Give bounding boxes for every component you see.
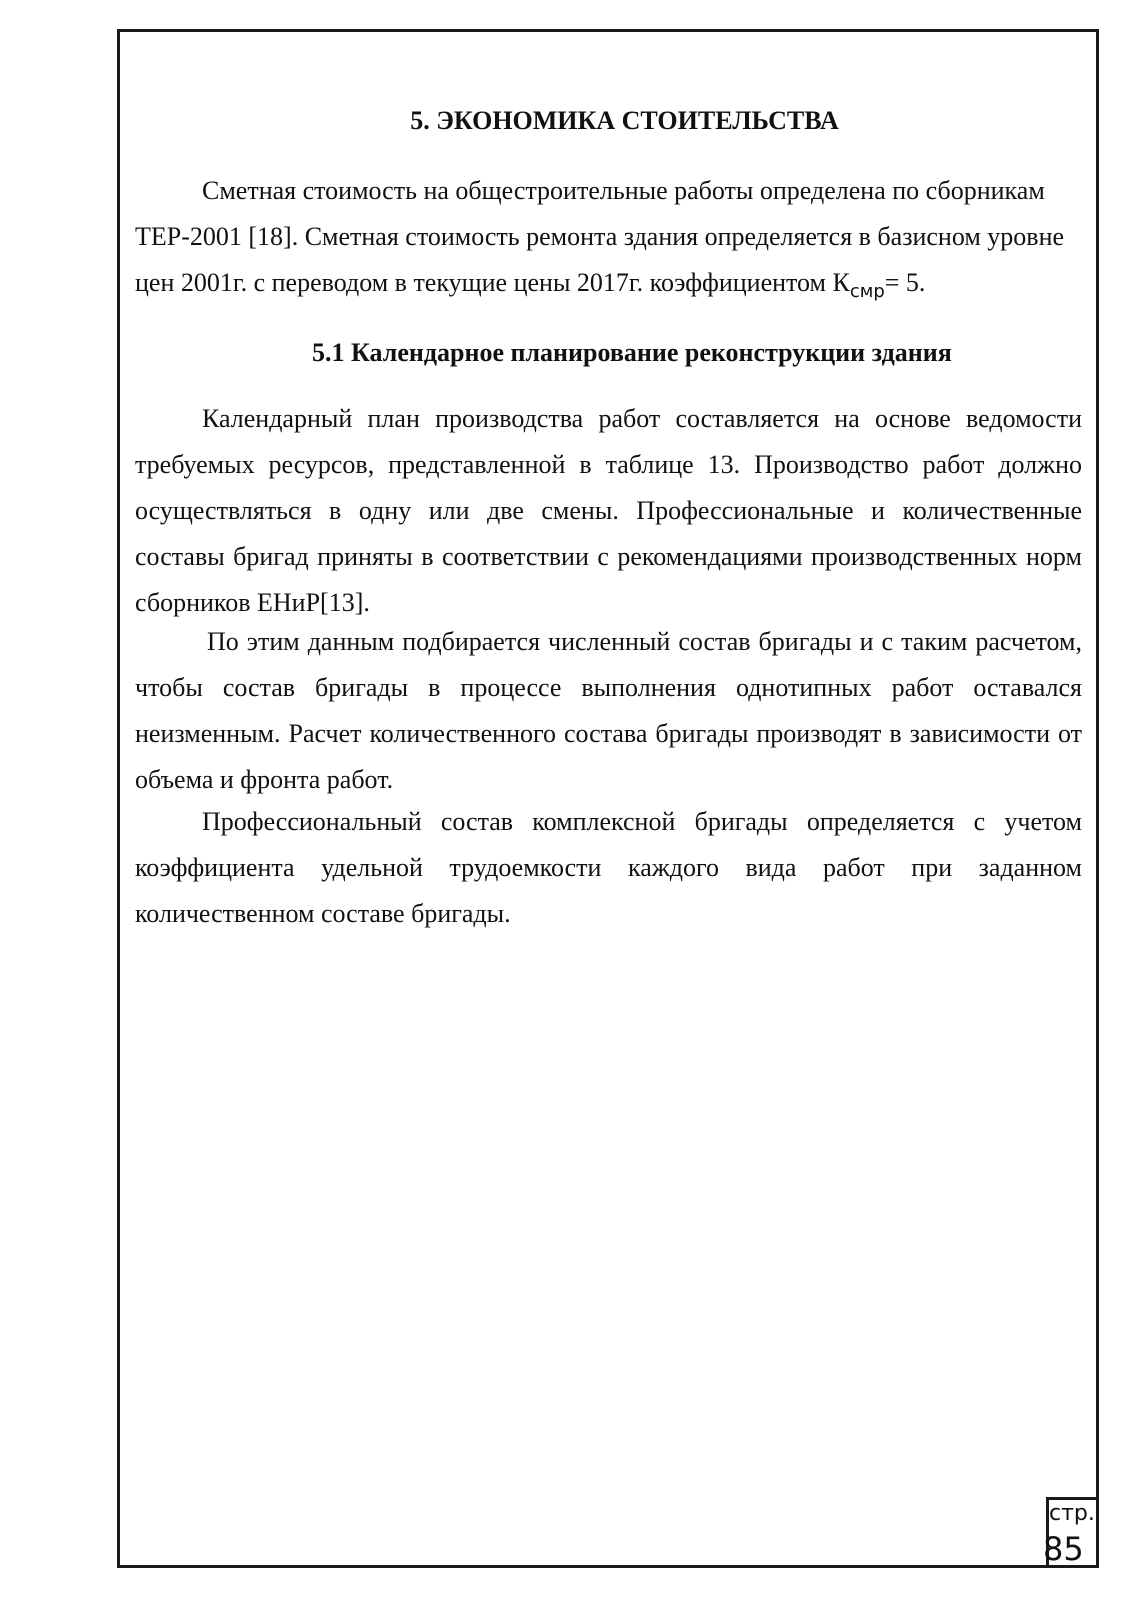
intro-text-end: = 5.: [884, 268, 926, 297]
section-title: 5. ЭКОНОМИКА СТОИТЕЛЬСТВА: [410, 106, 839, 135]
page-label: стр.: [1049, 1501, 1095, 1526]
subsection-title: 5.1 Календарное планирование реконструкции здания: [312, 338, 952, 367]
coefficient-subscript: смр: [849, 281, 885, 302]
body-paragraph: Профессиональный состав комплексной бригады определяется с учетом коэффициента удельной трудоемкости каждого вида работ при заданном количественном составе бригады.: [135, 807, 1082, 928]
intro-text: Сметная стоимость на общестроительные работы определена по сборникам ТЕР-2001 [18]. Сметная стоимость ремонта здания определяется в базисном уровне цен 2001г. с переводом в текущие цены 2017г. коэффициентом К: [135, 176, 1065, 297]
page-number: 85: [1043, 1530, 1084, 1568]
body-paragraph: По этим данным подбирается численный состав бригады и с таким расчетом, чтобы состав бригады в процессе выполнения однотипных работ оставался неизменным. Расчет количественного состава бригады производят в зависимости от объема и фронта работ.: [135, 627, 1082, 794]
intro-paragraph: [135, 168, 1082, 306]
body-paragraph: Календарный план производства работ составляется на основе ведомости требуемых ресурсов, представленной в таблице 13. Производство работ должно осуществляться в одну или две смены. Профессиональные и количественные составы бригад приняты в соответствии с рекомендациями производственных норм сборников ЕНиР[13].: [135, 404, 1082, 617]
